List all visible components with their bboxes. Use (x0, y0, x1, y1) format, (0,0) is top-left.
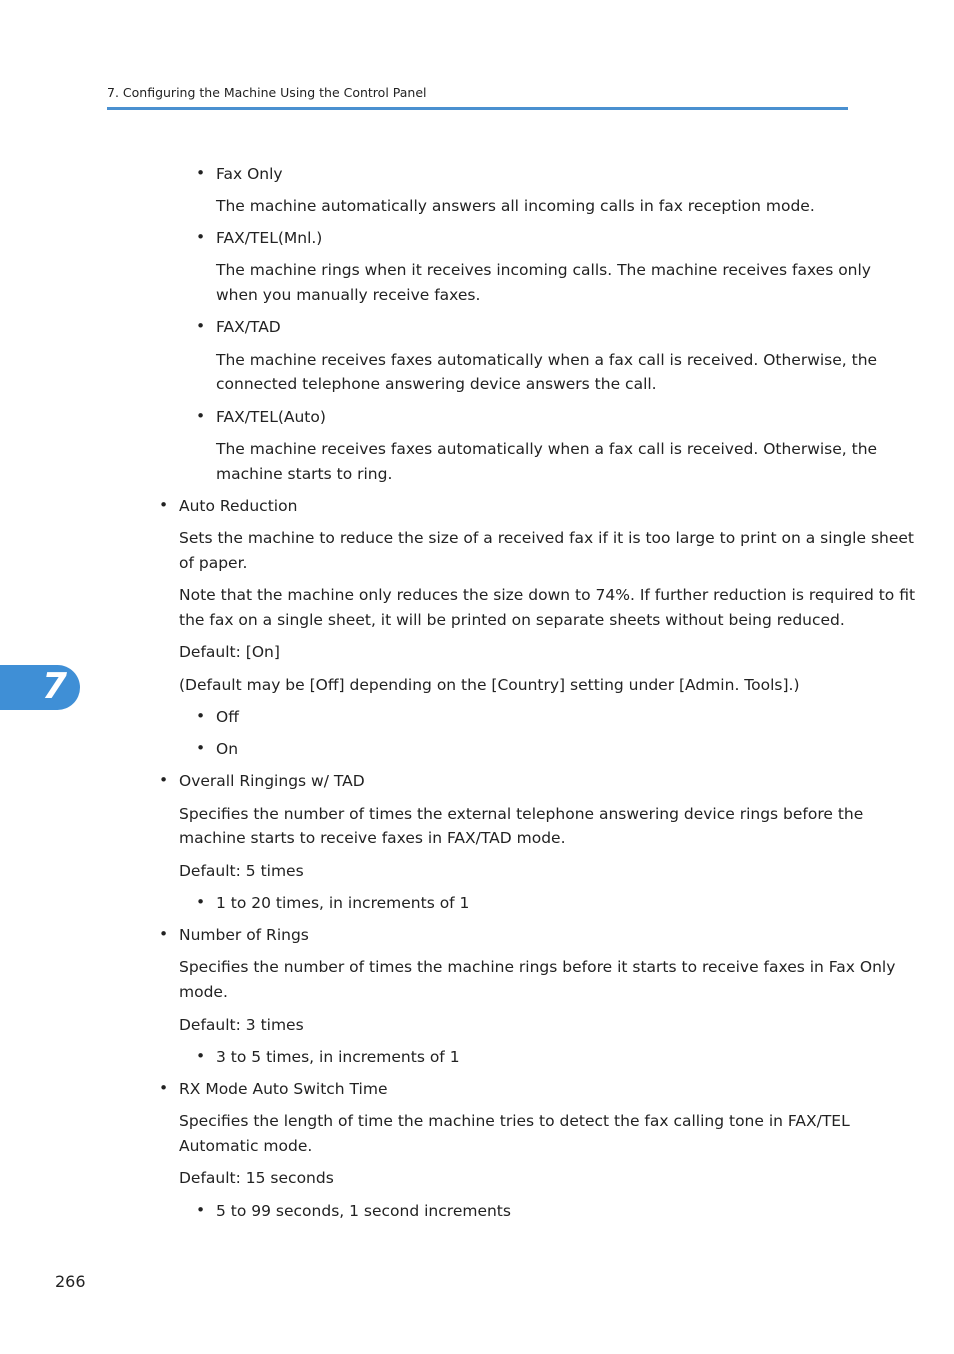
page-number: 266 (55, 1272, 86, 1291)
auto-reduction-note-line-2: the fax on a single sheet, it will be printed on separate sheets without being reduced. (179, 611, 845, 629)
number-of-rings-range: 3 to 5 times, in increments of 1 (216, 1048, 460, 1066)
chapter-tab (0, 665, 80, 710)
list-item-number-of-rings: Number of Rings (179, 926, 309, 944)
bullet: • (196, 1201, 206, 1219)
bullet: • (159, 771, 169, 789)
list-item-fax-only: Fax Only (216, 165, 283, 183)
bullet: • (196, 739, 206, 757)
chapter-tab-number: 7 (42, 666, 68, 707)
bullet: • (196, 707, 206, 725)
rx-mode-description-line-2: Automatic mode. (179, 1137, 313, 1155)
list-item-overall-ringings: Overall Ringings w/ TAD (179, 772, 365, 790)
fax-tad-description-line-2: connected telephone answering device answers the call. (216, 375, 657, 393)
auto-reduction-default-note: (Default may be [Off] depending on the [Country] setting under [Admin. Tools].) (179, 676, 800, 694)
auto-reduction-note-line-1: Note that the machine only reduces the size down to 74%. If further reduction is required to fit (179, 586, 916, 604)
number-of-rings-description-line-2: mode. (179, 983, 228, 1001)
overall-ringings-description-line-2: machine starts to receive faxes in FAX/TAD mode. (179, 829, 566, 847)
fax-tel-auto-description-line-2: machine starts to ring. (216, 465, 393, 483)
list-item-fax-tel-auto: FAX/TEL(Auto) (216, 408, 326, 426)
bullet: • (196, 228, 206, 246)
auto-reduction-description-line-1: Sets the machine to reduce the size of a received fax if it is too large to print on a single sheet (179, 529, 915, 547)
fax-tad-description-line-1: The machine receives faxes automatically when a fax call is received. Otherwise, the (216, 351, 878, 369)
rx-mode-description-line-1: Specifies the length of time the machine tries to detect the fax calling tone in FAX/TEL (179, 1112, 850, 1130)
list-item-fax-tad: FAX/TAD (216, 318, 281, 336)
list-item-fax-tel-mnl: FAX/TEL(Mnl.) (216, 229, 323, 247)
option-off: Off (216, 708, 239, 726)
header-rule (107, 107, 848, 110)
bullet: • (196, 1047, 206, 1065)
fax-tel-auto-description-line-1: The machine receives faxes automatically when a fax call is received. Otherwise, the (216, 440, 878, 458)
fax-tel-mnl-description-line-2: when you manually receive faxes. (216, 286, 481, 304)
number-of-rings-description-line-1: Specifies the number of times the machine rings before it starts to receive faxes in Fax Only (179, 958, 896, 976)
list-item-rx-mode-auto-switch-time: RX Mode Auto Switch Time (179, 1080, 388, 1098)
bullet: • (159, 925, 169, 943)
overall-ringings-description-line-1: Specifies the number of times the external telephone answering device rings before the (179, 805, 864, 823)
fax-tel-mnl-description-line-1: The machine rings when it receives incoming calls. The machine receives faxes only (216, 261, 871, 279)
list-item-auto-reduction: Auto Reduction (179, 497, 298, 515)
fax-only-description: The machine automatically answers all incoming calls in fax reception mode. (216, 197, 815, 215)
auto-reduction-default: Default: [On] (179, 643, 280, 661)
bullet: • (196, 893, 206, 911)
overall-ringings-range: 1 to 20 times, in increments of 1 (216, 894, 470, 912)
bullet: • (159, 496, 169, 514)
rx-mode-range: 5 to 99 seconds, 1 second increments (216, 1202, 511, 1220)
overall-ringings-default: Default: 5 times (179, 862, 304, 880)
bullet: • (196, 407, 206, 425)
option-on: On (216, 740, 239, 758)
bullet: • (196, 317, 206, 335)
chapter-header-title: 7. Configuring the Machine Using the Control Panel (107, 85, 427, 100)
number-of-rings-default: Default: 3 times (179, 1016, 304, 1034)
bullet: • (196, 164, 206, 182)
rx-mode-default: Default: 15 seconds (179, 1169, 334, 1187)
auto-reduction-description-line-2: of paper. (179, 554, 248, 572)
bullet: • (159, 1079, 169, 1097)
